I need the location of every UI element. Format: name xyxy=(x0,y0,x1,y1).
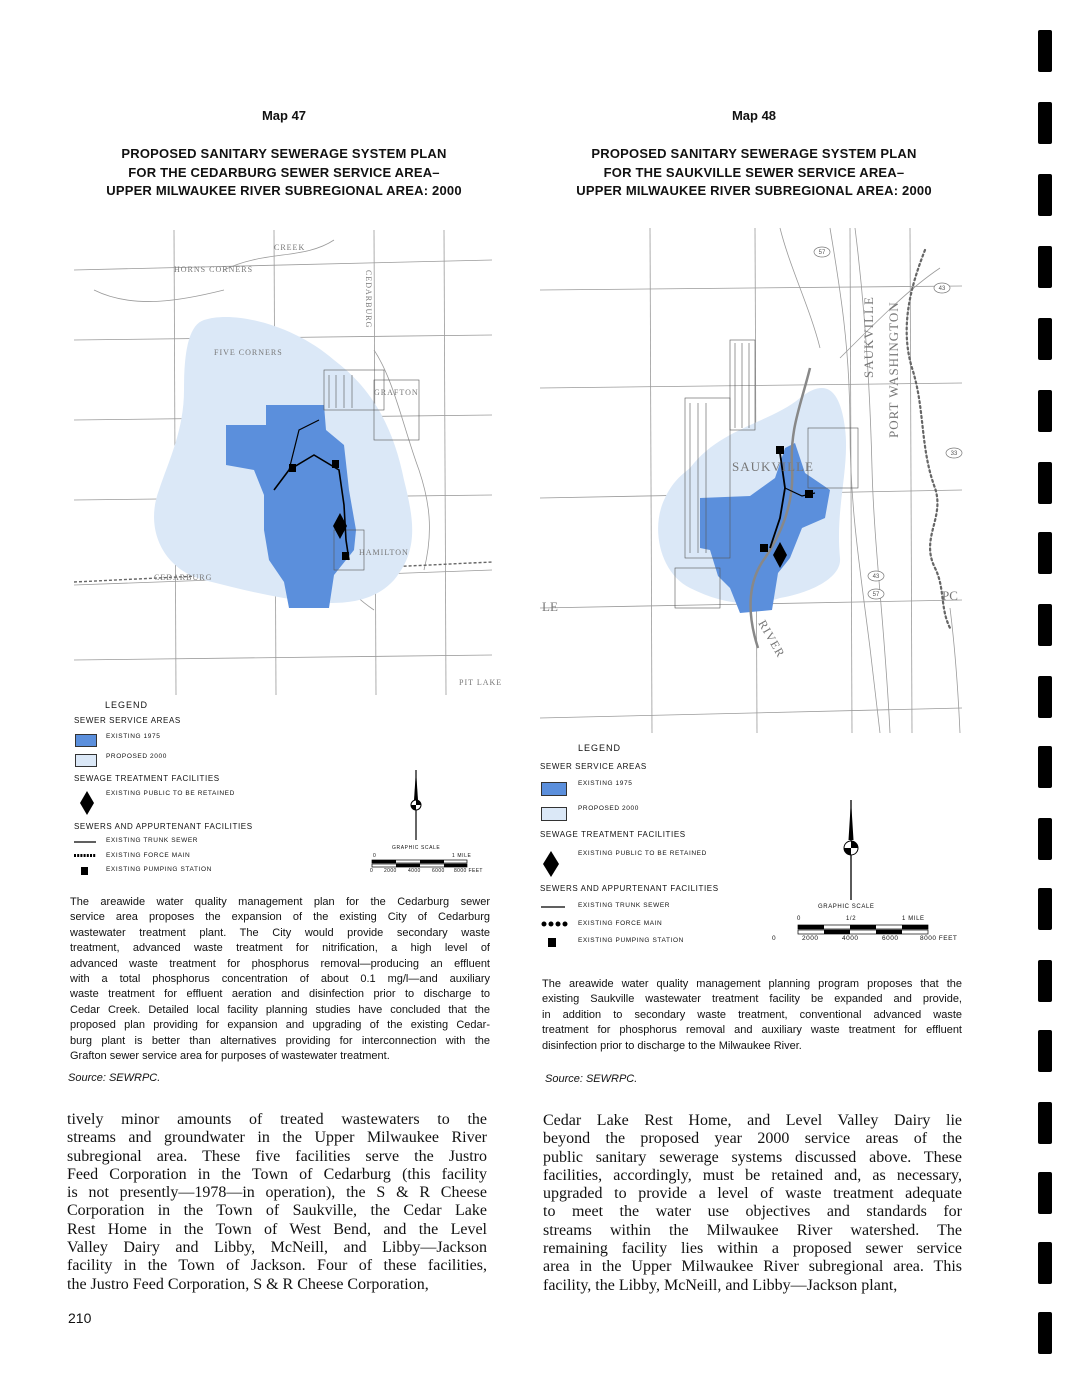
scale-feet-6000-47: 6000 xyxy=(432,868,445,874)
body-text-right xyxy=(543,1112,962,1295)
scale-bar-48 xyxy=(798,925,928,935)
binding-mark xyxy=(1038,174,1052,216)
map-47-title-line-1: PROPOSED SANITARY SEWERAGE SYSTEM PLAN xyxy=(121,146,447,161)
body-right-line: facilities, accordingly, must be retained and, as necessary, xyxy=(543,1166,962,1184)
map-48-title-line-3: UPPER MILWAUKEE RIVER SUBREGIONAL AREA: 2000 xyxy=(576,183,932,198)
binding-mark xyxy=(1038,30,1052,72)
body-right-line: remaining facility lies within a proposed sewer service xyxy=(543,1240,962,1258)
map-47-title-line-2: FOR THE CEDARBURG SEWER SERVICE AREA– xyxy=(128,164,440,180)
body-left-line: the Justro Feed Corporation, S & R Cheese Corporation, xyxy=(67,1275,429,1293)
body-left-line: facility in the Town of Jackson. Four of these facilities, xyxy=(67,1257,487,1275)
scale-bar-47 xyxy=(372,860,467,868)
binding-mark xyxy=(1038,604,1052,646)
caption-48-line: treatment for phosphorus removal and auxiliary waste treatment for effluent xyxy=(542,1024,962,1037)
binding-mark xyxy=(1038,462,1052,504)
caption-48-line: in addition to secondary waste treatment, conventional advanced waste xyxy=(542,1008,962,1021)
caption-48-line: The areawide water quality management planning program proposes that the xyxy=(542,978,962,990)
map-47-cedarburg xyxy=(74,230,503,695)
place-creek: CREEK xyxy=(274,243,306,252)
legend-retained-47: EXISTING PUBLIC TO BE RETAINED xyxy=(106,790,235,797)
binding-mark xyxy=(1038,1242,1052,1284)
legend-force-main-47: EXISTING FORCE MAIN xyxy=(106,852,191,859)
map-47-source: Source: SEWRPC. xyxy=(68,1072,161,1084)
legend-force-main-icon-47 xyxy=(74,853,96,858)
caption-47-line: Grafton sewer service area for purposes of wastewater treatment. xyxy=(70,1050,390,1063)
map-48-source: Source: SEWRPC. xyxy=(545,1073,638,1085)
legend-sewers-47: SEWERS AND APPURTENANT FACILITIES xyxy=(74,822,253,831)
binding-mark xyxy=(1038,1312,1052,1354)
scale-feet-2000-48: 2000 xyxy=(802,935,819,942)
legend-trunk-line-icon-47 xyxy=(74,840,96,844)
legend-swatch-existing-47 xyxy=(75,734,97,747)
caption-47-line: with a total phosphorus concentration of about 0.1 mg/l—and auxiliary xyxy=(70,973,490,986)
legend-swatch-proposed-47 xyxy=(75,754,97,767)
binding-mark xyxy=(1038,390,1052,432)
map-48-label: Map 48 xyxy=(731,108,777,123)
legend-sewer-areas-48: SEWER SERVICE AREAS xyxy=(540,762,647,771)
body-left-line: Valley Dairy and Libby, McNeill, and Libby—Jackson xyxy=(67,1239,487,1257)
binding-mark xyxy=(1038,532,1052,574)
map-48-title-line-1: PROPOSED SANITARY SEWERAGE SYSTEM PLAN xyxy=(591,146,917,161)
legend-diamond-icon-48 xyxy=(543,851,559,877)
legend-trunk-47: EXISTING TRUNK SEWER xyxy=(106,837,199,844)
body-left-line: is not presently—1978—in operation), the S & R Cheese xyxy=(67,1184,487,1202)
body-right-line: beyond the proposed year 2000 service areas of the xyxy=(543,1130,962,1148)
body-right-line: area in the Upper Milwaukee River subregional area. This xyxy=(543,1258,962,1276)
legend-force-main-icon-48 xyxy=(541,921,567,927)
legend-pumping-icon-48 xyxy=(548,938,556,947)
binding-mark xyxy=(1038,1172,1052,1214)
body-right-line: facility, the Libby, McNeill, and Libby—Jackson plant, xyxy=(543,1276,898,1294)
binding-mark xyxy=(1038,818,1052,860)
place-cedarburg-town: CEDARBURG xyxy=(154,573,213,582)
binding-mark xyxy=(1038,318,1052,360)
legend-swatch-proposed-48 xyxy=(541,807,567,821)
route-shield-43-top: 43 xyxy=(938,286,946,292)
scale-feet-0-47: 0 xyxy=(370,868,374,874)
body-left-line: Corporation in the Town of Saukville, the Cedar Lake xyxy=(67,1202,487,1220)
body-text-left xyxy=(67,1111,487,1294)
north-arrow-icon-48 xyxy=(842,800,860,900)
body-right-line: to meet the water use objectives and standards for xyxy=(543,1203,962,1221)
scale-feet-0-48: 0 xyxy=(772,935,777,942)
map-48-saukville xyxy=(540,228,962,733)
body-left-line: Rest Home in the Town of West Bend, and the Level xyxy=(67,1220,487,1238)
caption-47-line: wastewater treatment plant. The City would provide secondary waste xyxy=(70,926,490,939)
body-left-line: tively minor amounts of treated wastewaters to the xyxy=(67,1111,487,1128)
body-right-line: upgraded to provide a level of waste treatment adequate xyxy=(543,1185,962,1203)
legend-pumping-47: EXISTING PUMPING STATION xyxy=(106,866,212,873)
scale-feet-8000-48: 8000 FEET xyxy=(920,935,958,942)
place-port-washington: PORT WASHINGTON xyxy=(886,301,901,438)
binding-mark xyxy=(1038,246,1052,288)
legend-trunk-48: EXISTING TRUNK SEWER xyxy=(578,902,671,909)
scale-label-47: GRAPHIC SCALE xyxy=(392,845,441,851)
legend-proposed-48: PROPOSED 2000 xyxy=(578,805,639,812)
route-shield-57-top: 57 xyxy=(818,250,826,256)
place-horns-corners: HORNS CORNERS xyxy=(174,265,254,274)
caption-47-line: waste treatment for effluent aeration and disinfection prior to discharge to xyxy=(70,988,490,1001)
north-arrow-icon-47 xyxy=(408,770,424,840)
scale-feet-8000-47: 8000 FEET xyxy=(454,868,483,874)
map-47-title xyxy=(70,145,498,201)
legend-existing-48: EXISTING 1975 xyxy=(578,780,633,787)
legend-treatment-48: SEWAGE TREATMENT FACILITIES xyxy=(540,830,686,839)
scale-feet-48 xyxy=(772,935,962,945)
body-left-line: Feed Corporation in the Town of Cedarburg (this facility xyxy=(67,1165,487,1183)
scale-feet-4000-47: 4000 xyxy=(408,868,421,874)
legend-treatment-47: SEWAGE TREATMENT FACILITIES xyxy=(74,774,220,783)
caption-47-line: The areawide water quality management plan for the Cedarburg sewer xyxy=(70,896,490,908)
place-pc: PC xyxy=(942,588,958,603)
legend-trunk-line-icon-48 xyxy=(541,905,565,909)
place-hamilton: HAMILTON xyxy=(359,548,409,557)
caption-47-line: advanced waste treatment for phosphorus removal—producing an effluent xyxy=(70,957,490,970)
binding-mark xyxy=(1038,960,1052,1002)
scale-feet-4000-48: 4000 xyxy=(842,935,859,942)
binding-mark xyxy=(1038,102,1052,144)
body-right-line: streams within the Milwaukee River watershed. The xyxy=(543,1221,962,1239)
place-grafton: GRAFTON xyxy=(374,388,419,397)
caption-47-line: treatment, advanced waste treatment for nitrification, a high level of xyxy=(70,942,490,955)
route-shield-57-bottom: 57 xyxy=(872,592,880,598)
binding-mark xyxy=(1038,888,1052,930)
place-cedarburg-vertical: CEDARBURG xyxy=(364,270,373,329)
caption-47-line: Cedar Creek. Detailed local facility planning studies have concluded that the xyxy=(70,1003,490,1016)
legend-retained-48: EXISTING PUBLIC TO BE RETAINED xyxy=(578,850,707,857)
place-saukville: SAUKVILLE xyxy=(732,459,814,474)
map-47-label: Map 47 xyxy=(261,108,307,123)
place-saukville-vertical: SAUKVILLE xyxy=(861,296,876,378)
place-river: RIVER xyxy=(755,617,789,661)
legend-heading-47: LEGEND xyxy=(105,700,149,710)
body-right-line: public sanitary sewerage systems discussed above. These xyxy=(543,1148,962,1166)
legend-sewer-areas-47: SEWER SERVICE AREAS xyxy=(74,716,181,725)
caption-47-line: burg plant is better than alternatives providing for interconnection with the xyxy=(70,1034,490,1047)
legend-force-main-48: EXISTING FORCE MAIN xyxy=(578,920,663,927)
route-shield-43-bottom: 43 xyxy=(872,574,880,580)
caption-47-line: proposed plan providing for expansion and upgrading of the existing Cedar- xyxy=(70,1019,490,1032)
legend-proposed-47: PROPOSED 2000 xyxy=(106,753,167,760)
place-le: LE xyxy=(542,599,558,614)
legend-existing-47: EXISTING 1975 xyxy=(106,733,161,740)
map-48-title-line-2: FOR THE SAUKVILLE SEWER SERVICE AREA– xyxy=(603,164,905,180)
map-47-caption xyxy=(70,895,490,1064)
legend-swatch-existing-48 xyxy=(541,782,567,796)
legend-pumping-icon-47 xyxy=(81,867,88,875)
legend-pumping-48: EXISTING PUMPING STATION xyxy=(578,937,684,944)
scale-label-48: GRAPHIC SCALE xyxy=(818,904,875,910)
binding-mark xyxy=(1038,1030,1052,1072)
binding-mark xyxy=(1038,746,1052,788)
caption-48-line: existing Saukville wastewater treatment facility be expanded and provide, xyxy=(542,993,962,1006)
scale-feet-2000-47: 2000 xyxy=(384,868,397,874)
scale-feet-47 xyxy=(370,868,500,876)
scale-mile-0-47: 0 xyxy=(373,853,377,859)
map-48-caption xyxy=(542,977,962,1054)
scale-feet-6000-48: 6000 xyxy=(882,935,899,942)
body-left-line: subregional area. These five facilities serve the Justro xyxy=(67,1147,487,1165)
map-48-title xyxy=(540,145,968,201)
caption-47-line: service area proposes the expansion of the existing City of Cedarburg xyxy=(70,911,490,924)
scale-mile-1-48: 1 MILE xyxy=(902,916,925,922)
scale-mile-1-47: 1 MILE xyxy=(452,853,472,859)
place-five-corners: FIVE CORNERS xyxy=(214,348,283,357)
scale-mile-0-48: 0 xyxy=(797,916,801,922)
legend-heading-48: LEGEND xyxy=(578,743,622,753)
binding-mark xyxy=(1038,676,1052,718)
route-shield-33: 33 xyxy=(950,451,958,457)
map-47-title-line-3: UPPER MILWAUKEE RIVER SUBREGIONAL AREA: 2000 xyxy=(106,183,462,198)
page-number: 210 xyxy=(68,1310,92,1326)
legend-diamond-icon-47 xyxy=(80,791,94,815)
body-right-line: Cedar Lake Rest Home, and Level Valley Dairy lie xyxy=(543,1112,962,1129)
legend-sewers-48: SEWERS AND APPURTENANT FACILITIES xyxy=(540,884,719,893)
scale-mile-half-48: 1/2 xyxy=(846,916,857,922)
caption-48-line: disinfection prior to discharge to the Milwaukee River. xyxy=(542,1039,802,1052)
body-left-line: streams and groundwater in the Upper Milwaukee River xyxy=(67,1129,487,1147)
binding-mark xyxy=(1038,1102,1052,1144)
place-pit-lake: PIT LAKE xyxy=(459,678,503,687)
